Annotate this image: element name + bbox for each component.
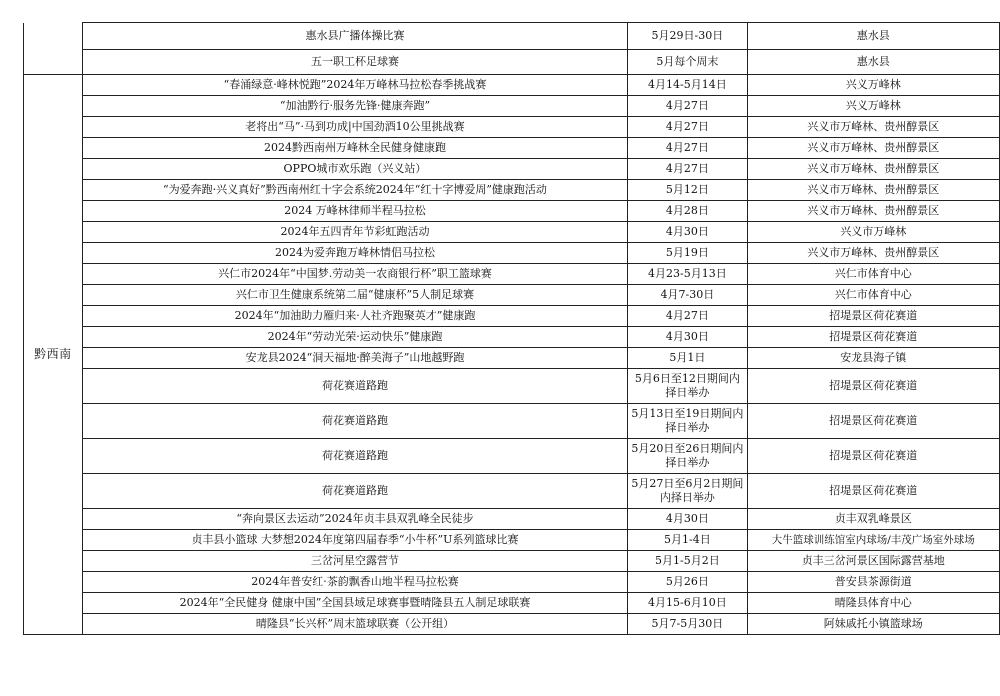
event-name-cell: 晴隆县“长兴杯”周末篮球联赛（公开组） xyxy=(82,614,627,635)
event-name-cell: 2024年“全民健身 健康中国”全国县域足球赛事暨晴隆县五人制足球联赛 xyxy=(82,593,627,614)
table-row xyxy=(24,404,1000,439)
event-date-cell: 4月15-6月10日 xyxy=(628,593,747,614)
event-venue-cell: 兴义万峰林 xyxy=(747,96,999,117)
table-row xyxy=(24,222,1000,243)
event-date-cell: 4月27日 xyxy=(628,306,747,327)
event-venue-cell: 招堤景区荷花赛道 xyxy=(747,327,999,348)
event-name-cell: 荷花赛道路跑 xyxy=(82,474,627,509)
event-date-cell: 4月7-30日 xyxy=(628,285,747,306)
region-label: 黔西南 xyxy=(34,347,72,361)
region-cell-empty xyxy=(24,23,83,50)
event-name-cell: “为爱奔跑·兴义真好”黔西南州红十字会系统2024年“红十字博爱周”健康跑活动 xyxy=(82,180,627,201)
event-name-cell: 惠水县广播体操比赛 xyxy=(82,23,627,50)
event-date-cell: 5月29日-30日 xyxy=(628,23,747,50)
event-venue-cell: 晴隆县体育中心 xyxy=(747,593,999,614)
event-venue-cell: 兴仁市体育中心 xyxy=(747,285,999,306)
event-venue-cell: 贞丰双乳峰景区 xyxy=(747,509,999,530)
table-row xyxy=(24,201,1000,222)
event-name-cell: 荷花赛道路跑 xyxy=(82,439,627,474)
event-date-cell: 4月27日 xyxy=(628,159,747,180)
table-row xyxy=(24,75,1000,96)
event-venue-cell: 惠水县 xyxy=(747,50,999,75)
table-row xyxy=(24,285,1000,306)
table-row xyxy=(24,180,1000,201)
event-date-cell: 4月27日 xyxy=(628,96,747,117)
event-date-cell: 5月19日 xyxy=(628,243,747,264)
event-date-cell: 4月30日 xyxy=(628,222,747,243)
event-name-cell: 2024年普安红·茶韵飘香山地半程马拉松赛 xyxy=(82,572,627,593)
table-row xyxy=(24,439,1000,474)
event-name-cell: 2024年“劳动光荣·运动快乐”健康跑 xyxy=(82,327,627,348)
event-venue-cell: 兴义市万峰林 xyxy=(747,222,999,243)
event-date-cell: 5月13日至19日期间内择日举办 xyxy=(628,404,747,439)
event-date-cell: 5月6日至12日期间内择日举办 xyxy=(628,369,747,404)
event-venue-cell: 兴义市万峰林、贵州醇景区 xyxy=(747,159,999,180)
region-cell-empty xyxy=(24,50,83,75)
event-name-cell: “加油黔行·服务先锋·健康奔跑” xyxy=(82,96,627,117)
event-venue-cell: 招堤景区荷花赛道 xyxy=(747,474,999,509)
event-venue-cell: 招堤景区荷花赛道 xyxy=(747,439,999,474)
event-venue-cell: 兴义市万峰林、贵州醇景区 xyxy=(747,138,999,159)
event-name-cell: 老将出“马”·马到功成|中国劲酒10公里挑战赛 xyxy=(82,117,627,138)
event-venue-cell: 安龙县海子镇 xyxy=(747,348,999,369)
event-date-cell: 5月1日 xyxy=(628,348,747,369)
event-venue-cell: 兴义市万峰林、贵州醇景区 xyxy=(747,180,999,201)
table-row xyxy=(24,327,1000,348)
table-row xyxy=(24,593,1000,614)
event-name-cell: “春涌绿意·峰林悦跑”2024年万峰林马拉松春季挑战赛 xyxy=(82,75,627,96)
table-row xyxy=(24,572,1000,593)
event-date-cell: 5月1-4日 xyxy=(628,530,747,551)
table-row xyxy=(24,50,1000,75)
event-venue-cell: 兴义市万峰林、贵州醇景区 xyxy=(747,243,999,264)
table-row xyxy=(24,551,1000,572)
event-name-cell: 三岔河星空露营节 xyxy=(82,551,627,572)
table-row xyxy=(24,474,1000,509)
event-name-cell: 安龙县2024“洞天福地·醉美海子”山地越野跑 xyxy=(82,348,627,369)
table-row xyxy=(24,96,1000,117)
table-row xyxy=(24,348,1000,369)
table-row xyxy=(24,23,1000,50)
event-name-cell: “奔向景区去运动”2024年贞丰县双乳峰全民徒步 xyxy=(82,509,627,530)
table-row xyxy=(24,530,1000,551)
event-venue-cell: 兴义市万峰林、贵州醇景区 xyxy=(747,117,999,138)
event-date-cell: 5月每个周末 xyxy=(628,50,747,75)
event-name-cell: 兴仁市2024年“中国梦.劳动美一农商银行杯”职工篮球赛 xyxy=(82,264,627,285)
event-venue-cell: 大牛篮球训练馆室内球场/丰茂广场室外球场 xyxy=(747,530,999,551)
event-date-cell: 4月14-5月14日 xyxy=(628,75,747,96)
event-venue-cell: 普安县茶源街道 xyxy=(747,572,999,593)
event-venue-cell: 招堤景区荷花赛道 xyxy=(747,369,999,404)
table-row xyxy=(24,614,1000,635)
event-name-cell: 2024年“加油助力雁归来·人社齐跑聚英才”健康跑 xyxy=(82,306,627,327)
table-row xyxy=(24,243,1000,264)
table-row xyxy=(24,264,1000,285)
event-venue-cell: 惠水县 xyxy=(747,23,999,50)
event-date-cell: 5月12日 xyxy=(628,180,747,201)
table-row xyxy=(24,138,1000,159)
table-row xyxy=(24,117,1000,138)
event-venue-cell: 兴义市万峰林、贵州醇景区 xyxy=(747,201,999,222)
event-venue-cell: 招堤景区荷花赛道 xyxy=(747,404,999,439)
event-name-cell: 2024黔西南州万峰林全民健身健康跑 xyxy=(82,138,627,159)
event-name-cell: 荷花赛道路跑 xyxy=(82,369,627,404)
event-venue-cell: 兴仁市体育中心 xyxy=(747,264,999,285)
table-row xyxy=(24,369,1000,404)
event-name-cell: 五一职工杯足球赛 xyxy=(82,50,627,75)
event-venue-cell: 阿妹戚托小镇篮球场 xyxy=(747,614,999,635)
event-date-cell: 5月26日 xyxy=(628,572,747,593)
event-date-cell: 4月30日 xyxy=(628,509,747,530)
event-name-cell: 2024为爱奔跑万峰林情侣马拉松 xyxy=(82,243,627,264)
region-cell xyxy=(24,75,83,635)
table-row xyxy=(24,159,1000,180)
event-venue-cell: 兴义万峰林 xyxy=(747,75,999,96)
event-name-cell: OPPO城市欢乐跑（兴义站） xyxy=(82,159,627,180)
event-date-cell: 5月20日至26日期间内择日举办 xyxy=(628,439,747,474)
event-date-cell: 4月27日 xyxy=(628,117,747,138)
event-date-cell: 4月30日 xyxy=(628,327,747,348)
event-date-cell: 4月27日 xyxy=(628,138,747,159)
table-row xyxy=(24,509,1000,530)
event-date-cell: 4月23-5月13日 xyxy=(628,264,747,285)
event-name-cell: 贞丰县小篮球 大梦想2024年度第四届春季“小牛杯”U系列篮球比赛 xyxy=(82,530,627,551)
event-venue-cell: 招堤景区荷花赛道 xyxy=(747,306,999,327)
event-name-cell: 2024 万峰林律师半程马拉松 xyxy=(82,201,627,222)
event-name-cell: 2024年五四青年节彩虹跑活动 xyxy=(82,222,627,243)
event-date-cell: 4月28日 xyxy=(628,201,747,222)
event-date-cell: 5月1-5月2日 xyxy=(628,551,747,572)
event-venue-cell: 贞丰三岔河景区国际露营基地 xyxy=(747,551,999,572)
event-date-cell: 5月27日至6月2日期间内择日举办 xyxy=(628,474,747,509)
event-name-cell: 兴仁市卫生健康系统第二届“健康杯”5人制足球赛 xyxy=(82,285,627,306)
event-date-cell: 5月7-5月30日 xyxy=(628,614,747,635)
event-name-cell: 荷花赛道路跑 xyxy=(82,404,627,439)
schedule-table xyxy=(23,22,1000,635)
table-row xyxy=(24,306,1000,327)
